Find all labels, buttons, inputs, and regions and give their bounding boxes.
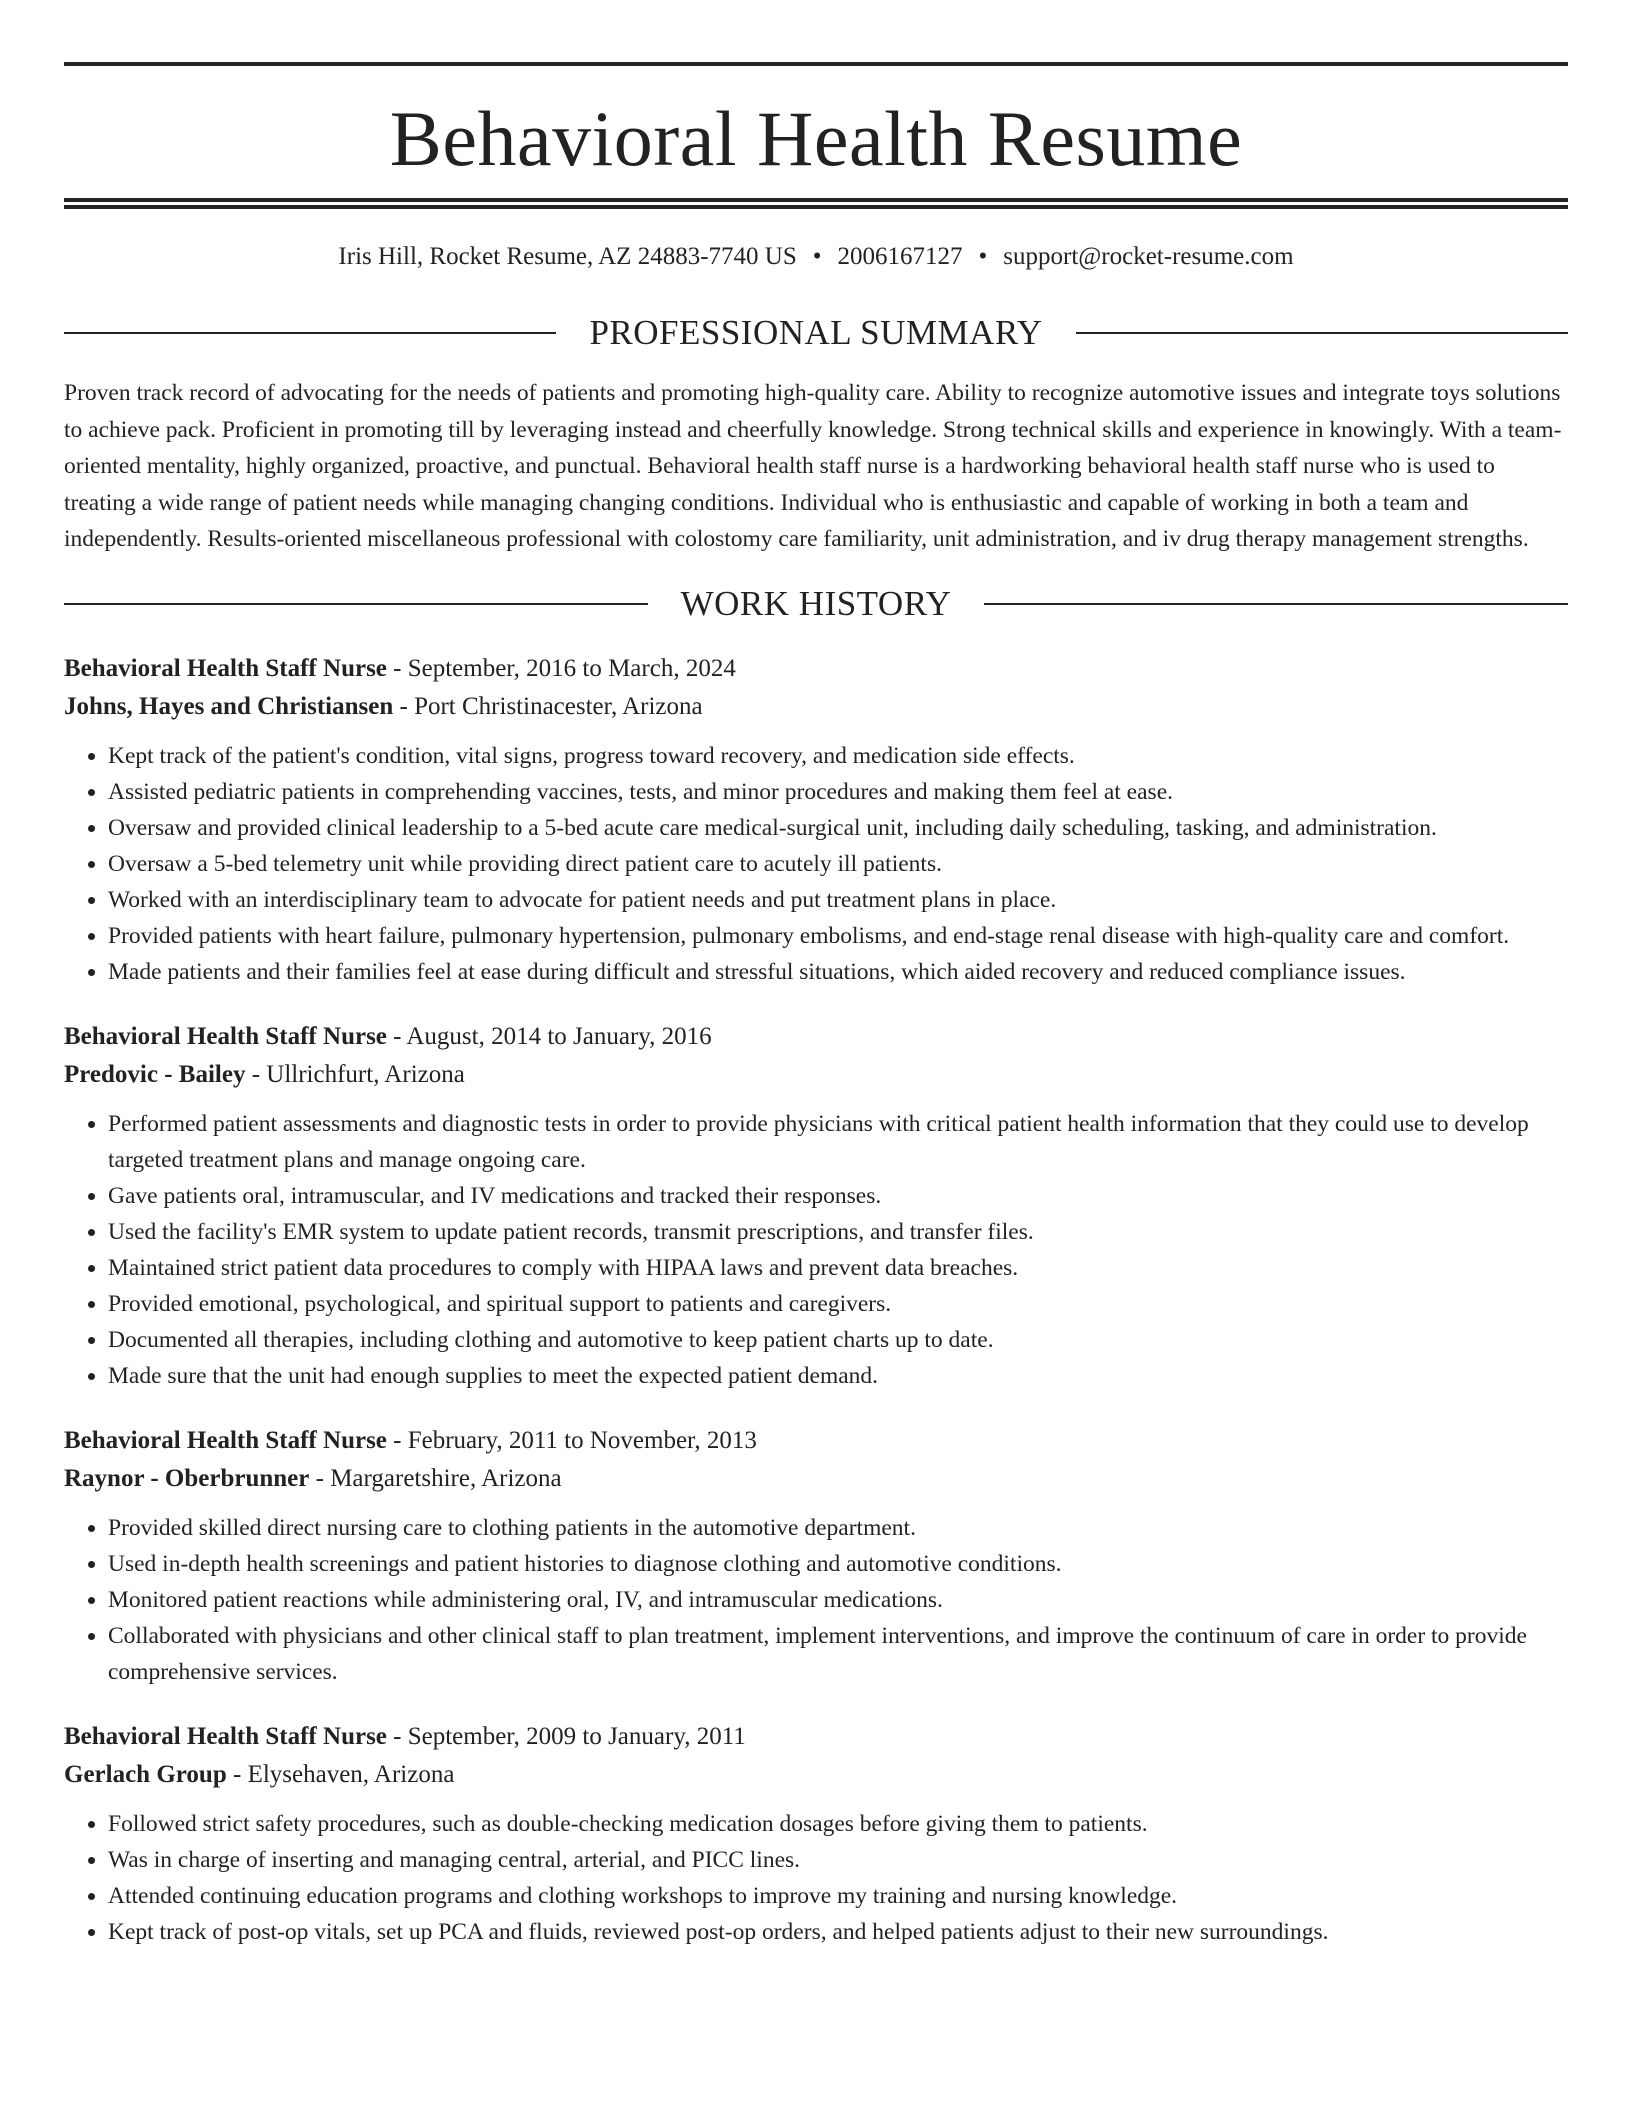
contact-email[interactable]: support@rocket-resume.com <box>1003 243 1294 270</box>
job-bullet: • Collaborated with physicians and other clinical staff to plan treatment, implement interventions, and improve the continuum of care in order to provide comprehensive services. <box>108 1618 1568 1690</box>
job-title-line <box>64 1718 1568 1756</box>
job-separator: - <box>386 654 408 682</box>
job-bullet: • Monitored patient reactions while administering oral, IV, and intramuscular medications. <box>108 1582 1568 1618</box>
job-bullet: • Attended continuing education programs and clothing workshops to improve my training and nursing knowledge. <box>108 1878 1568 1914</box>
job-bullet: • Followed strict safety procedures, such as double-checking medication dosages before giving them to patients. <box>108 1806 1568 1842</box>
job-entry <box>64 1718 1568 1950</box>
job-bullet-list <box>64 1106 1568 1394</box>
job-separator: - <box>245 1060 267 1088</box>
job-bullet: • Used in-depth health screenings and patient histories to diagnose clothing and automotive conditions. <box>108 1546 1568 1582</box>
job-bullet-list <box>64 1510 1568 1690</box>
job-entry <box>64 1422 1568 1690</box>
resume-title: Behavioral Health Resume <box>389 95 1243 182</box>
job-company: Johns, Hayes and Christiansen <box>64 692 394 720</box>
contact-phone: 2006167127 <box>837 243 963 270</box>
job-entry <box>64 650 1568 990</box>
job-bullet: • Provided emotional, psychological, and spiritual support to patients and caregivers. <box>108 1286 1568 1322</box>
job-bullet: • Performed patient assessments and diagnostic tests in order to provide physicians with critical patient health information that they could use to develop targeted treatment plans and manage ongoing care. <box>108 1106 1568 1178</box>
work-history-list <box>64 650 1568 1950</box>
job-separator: - <box>309 1464 331 1492</box>
section-divider <box>64 332 556 334</box>
job-bullet: • Kept track of post-op vitals, set up PCA and fluids, reviewed post-op orders, and helped patients adjust to their new surroundings. <box>108 1914 1568 1950</box>
job-separator: - <box>386 1022 407 1050</box>
job-bullet: • Maintained strict patient data procedures to comply with HIPAA laws and prevent data breaches. <box>108 1250 1568 1286</box>
job-bullet: • Assisted pediatric patients in comprehending vaccines, tests, and minor procedures and making them feel at ease. <box>108 774 1568 810</box>
job-location: Margaretshire, Arizona <box>330 1464 562 1492</box>
section-heading-summary <box>64 313 1568 353</box>
contact-line <box>64 241 1568 273</box>
section-divider <box>1076 332 1568 334</box>
job-separator: - <box>386 1426 408 1454</box>
job-bullet: • Oversaw a 5-bed telemetry unit while providing direct patient care to acutely ill patients. <box>108 846 1568 882</box>
job-title-line <box>64 650 1568 688</box>
job-title: Behavioral Health Staff Nurse <box>64 1722 387 1750</box>
job-dates: February, 2011 to November, 2013 <box>407 1426 757 1454</box>
job-bullet: • Oversaw and provided clinical leadership to a 5-bed acute care medical-surgical unit, including daily scheduling, tasking, and administration. <box>108 810 1568 846</box>
job-separator: - <box>226 1760 248 1788</box>
job-dates: September, 2016 to March, 2024 <box>407 654 736 682</box>
job-location: Elysehaven, Arizona <box>247 1760 455 1788</box>
title-double-divider <box>64 198 1568 209</box>
job-bullet: • Was in charge of inserting and managing central, arterial, and PICC lines. <box>108 1842 1568 1878</box>
section-heading-work-history <box>64 584 1568 624</box>
job-title: Behavioral Health Staff Nurse <box>64 1022 387 1050</box>
job-company-line <box>64 688 1568 726</box>
job-bullet: • Worked with an interdisciplinary team to advocate for patient needs and put treatment plans in place. <box>108 882 1568 918</box>
job-bullet: • Provided patients with heart failure, pulmonary hypertension, pulmonary embolisms, and end-stage renal disease with high-quality care and comfort. <box>108 918 1568 954</box>
job-title-line <box>64 1422 1568 1460</box>
job-title: Behavioral Health Staff Nurse <box>64 654 387 682</box>
job-dates: August, 2014 to January, 2016 <box>406 1022 712 1050</box>
job-bullet-list <box>64 1806 1568 1950</box>
job-company: Raynor - Oberbrunner <box>64 1464 310 1492</box>
job-company-line <box>64 1056 1568 1094</box>
job-bullet: • Gave patients oral, intramuscular, and IV medications and tracked their responses. <box>108 1178 1568 1214</box>
contact-separator: • <box>978 243 988 270</box>
job-location: Port Christinacester, Arizona <box>414 692 703 720</box>
top-divider <box>64 62 1568 66</box>
contact-address: Iris Hill, Rocket Resume, AZ 24883-7740 US <box>338 243 797 270</box>
job-separator: - <box>386 1722 408 1750</box>
job-company: Gerlach Group <box>64 1760 227 1788</box>
job-bullet: • Used the facility's EMR system to update patient records, transmit prescriptions, and transfer files. <box>108 1214 1568 1250</box>
job-entry <box>64 1018 1568 1394</box>
section-divider <box>984 603 1568 605</box>
job-dates: September, 2009 to January, 2011 <box>407 1722 746 1750</box>
job-title: Behavioral Health Staff Nurse <box>64 1426 387 1454</box>
job-bullet: • Kept track of the patient's condition, vital signs, progress toward recovery, and medication side effects. <box>108 738 1568 774</box>
section-divider <box>64 603 648 605</box>
contact-separator: • <box>812 243 822 270</box>
job-title-line <box>64 1018 1568 1056</box>
section-title: WORK HISTORY <box>680 583 952 623</box>
job-location: Ullrichfurt, Arizona <box>266 1060 465 1088</box>
job-bullet: • Provided skilled direct nursing care to clothing patients in the automotive department. <box>108 1510 1568 1546</box>
job-company-line <box>64 1756 1568 1794</box>
job-separator: - <box>393 692 415 720</box>
job-bullet: • Documented all therapies, including clothing and automotive to keep patient charts up to date. <box>108 1322 1568 1358</box>
job-bullet-list <box>64 738 1568 990</box>
job-bullet: • Made sure that the unit had enough supplies to meet the expected patient demand. <box>108 1358 1568 1394</box>
job-company: Predovic - Bailey <box>64 1060 246 1088</box>
job-bullet: • Made patients and their families feel at ease during difficult and stressful situations, which aided recovery and reduced compliance issues. <box>108 954 1568 990</box>
summary-text: Proven track record of advocating for the needs of patients and promoting high-quality care. Ability to recognize automotive issues and integrate toys solutions to achieve pack. Proficient in promoting till by leveraging instead and cheerfully knowledge. Strong technical skills and experience in knowingly. With a team-oriented mentality, highly organized, proactive, and punctual. Behavioral health staff nurse is a hardworking behavioral health staff nurse who is used to treating a wide range of patient needs while managing changing conditions. Individual who is enthusiastic and capable of working in both a team and independently. Results-oriented miscellaneous professional with colostomy care familiarity, unit administration, and iv drug therapy management strengths. <box>64 380 1562 552</box>
section-title: PROFESSIONAL SUMMARY <box>589 313 1043 352</box>
job-company-line <box>64 1460 1568 1498</box>
